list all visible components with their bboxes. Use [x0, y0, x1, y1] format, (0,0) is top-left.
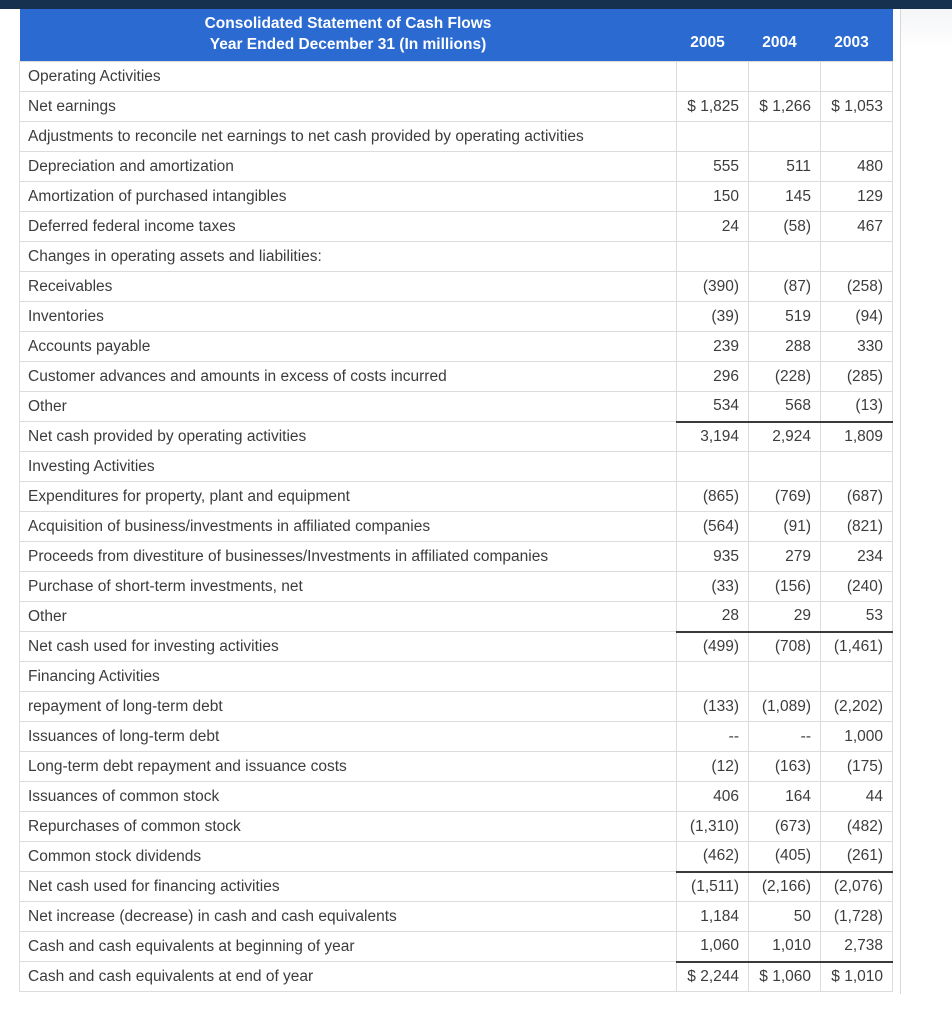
row-value-2004: (87) — [749, 272, 821, 302]
row-value-2003: (94) — [821, 302, 893, 332]
table-row — [20, 512, 893, 542]
row-value-2004: 164 — [749, 782, 821, 812]
row-value-2003 — [821, 452, 893, 482]
row-value-2004: 568 — [749, 392, 821, 422]
table-row — [20, 302, 893, 332]
table-header-title-row — [20, 9, 893, 35]
table-header — [20, 9, 893, 62]
row-label: Common stock dividends — [20, 842, 677, 872]
row-value-2004: 511 — [749, 152, 821, 182]
row-value-2003: $ 1,010 — [821, 962, 893, 992]
row-value-2005: 28 — [677, 602, 749, 632]
table-row — [20, 92, 893, 122]
row-value-2004 — [749, 452, 821, 482]
row-value-2004: (163) — [749, 752, 821, 782]
row-value-2005: 534 — [677, 392, 749, 422]
row-label: Receivables — [20, 272, 677, 302]
row-value-2004: (156) — [749, 572, 821, 602]
row-value-2003: 2,738 — [821, 932, 893, 962]
row-label: Net increase (decrease) in cash and cash equivalents — [20, 902, 677, 932]
row-value-2003: (687) — [821, 482, 893, 512]
row-label: Cash and cash equivalents at end of year — [20, 962, 677, 992]
table-row — [20, 662, 893, 692]
row-label: Amortization of purchased intangibles — [20, 182, 677, 212]
table-row — [20, 362, 893, 392]
row-value-2005 — [677, 452, 749, 482]
row-value-2003: 330 — [821, 332, 893, 362]
row-value-2005: 555 — [677, 152, 749, 182]
row-value-2004: 50 — [749, 902, 821, 932]
table-row — [20, 422, 893, 452]
row-value-2003 — [821, 662, 893, 692]
row-value-2003 — [821, 242, 893, 272]
row-label: Issuances of common stock — [20, 782, 677, 812]
table-row — [20, 62, 893, 92]
row-value-2005: 150 — [677, 182, 749, 212]
row-value-2005: (39) — [677, 302, 749, 332]
row-label: Inventories — [20, 302, 677, 332]
row-label: Other — [20, 602, 677, 632]
row-label: Cash and cash equivalents at beginning of year — [20, 932, 677, 962]
row-label: repayment of long-term debt — [20, 692, 677, 722]
row-value-2004: 288 — [749, 332, 821, 362]
row-value-2003: 480 — [821, 152, 893, 182]
row-value-2004: (91) — [749, 512, 821, 542]
row-value-2003: (240) — [821, 572, 893, 602]
row-label: Adjustments to reconcile net earnings to net cash provided by operating activities — [20, 122, 677, 152]
row-value-2003: 1,000 — [821, 722, 893, 752]
row-value-2005 — [677, 62, 749, 92]
row-value-2003: 129 — [821, 182, 893, 212]
row-value-2004: $ 1,266 — [749, 92, 821, 122]
row-value-2005: 239 — [677, 332, 749, 362]
table-row — [20, 152, 893, 182]
row-value-2005: (33) — [677, 572, 749, 602]
row-value-2003: 44 — [821, 782, 893, 812]
page-right-edge-rule — [892, 9, 901, 994]
table-row — [20, 842, 893, 872]
table-row — [20, 632, 893, 662]
table-row — [20, 782, 893, 812]
row-value-2004 — [749, 62, 821, 92]
row-value-2004: $ 1,060 — [749, 962, 821, 992]
row-value-2005: (564) — [677, 512, 749, 542]
row-label: Repurchases of common stock — [20, 812, 677, 842]
row-value-2005: 1,184 — [677, 902, 749, 932]
row-value-2003: (258) — [821, 272, 893, 302]
row-value-2003: $ 1,053 — [821, 92, 893, 122]
row-value-2005: (1,511) — [677, 872, 749, 902]
table-row — [20, 722, 893, 752]
table-row — [20, 602, 893, 632]
cash-flow-statement-sheet — [19, 9, 892, 992]
row-value-2003: (482) — [821, 812, 893, 842]
row-value-2005: 1,060 — [677, 932, 749, 962]
row-label: Deferred federal income taxes — [20, 212, 677, 242]
row-value-2004: 519 — [749, 302, 821, 332]
row-label: Proceeds from divestiture of businesses/Investments in affiliated companies — [20, 542, 677, 572]
row-value-2003: (2,202) — [821, 692, 893, 722]
row-value-2004: (2,166) — [749, 872, 821, 902]
row-value-2003: 467 — [821, 212, 893, 242]
row-value-2005: 406 — [677, 782, 749, 812]
row-value-2004: 29 — [749, 602, 821, 632]
row-value-2005: 935 — [677, 542, 749, 572]
row-label: Changes in operating assets and liabilities: — [20, 242, 677, 272]
row-label: Net earnings — [20, 92, 677, 122]
row-value-2004: 145 — [749, 182, 821, 212]
row-value-2004: (769) — [749, 482, 821, 512]
row-value-2005: (1,310) — [677, 812, 749, 842]
table-body — [20, 62, 893, 992]
row-value-2003 — [821, 122, 893, 152]
row-label: Acquisition of business/investments in affiliated companies — [20, 512, 677, 542]
table-row — [20, 812, 893, 842]
row-value-2003: (2,076) — [821, 872, 893, 902]
page-right-gutter — [892, 9, 952, 1024]
table-row — [20, 122, 893, 152]
table-row — [20, 692, 893, 722]
row-value-2003: (13) — [821, 392, 893, 422]
table-row — [20, 482, 893, 512]
cash-flow-table — [19, 9, 893, 992]
row-value-2005: (499) — [677, 632, 749, 662]
table-row — [20, 332, 893, 362]
row-value-2005: 24 — [677, 212, 749, 242]
row-value-2004: (708) — [749, 632, 821, 662]
row-label: Accounts payable — [20, 332, 677, 362]
row-label: Long-term debt repayment and issuance costs — [20, 752, 677, 782]
row-value-2004 — [749, 242, 821, 272]
row-value-2004: 1,010 — [749, 932, 821, 962]
row-value-2004: 279 — [749, 542, 821, 572]
row-value-2005 — [677, 662, 749, 692]
row-value-2005 — [677, 122, 749, 152]
row-value-2004 — [749, 122, 821, 152]
row-value-2004: (58) — [749, 212, 821, 242]
row-value-2003: 53 — [821, 602, 893, 632]
row-label: Issuances of long-term debt — [20, 722, 677, 752]
row-value-2003: 234 — [821, 542, 893, 572]
row-label: Other — [20, 392, 677, 422]
row-value-2003: (285) — [821, 362, 893, 392]
row-value-2003: (821) — [821, 512, 893, 542]
column-header-2005: 2005 — [677, 9, 749, 62]
row-value-2003: (1,728) — [821, 902, 893, 932]
row-value-2004: 2,924 — [749, 422, 821, 452]
row-label: Expenditures for property, plant and equipment — [20, 482, 677, 512]
row-label: Net cash used for financing activities — [20, 872, 677, 902]
row-value-2003: 1,809 — [821, 422, 893, 452]
table-row — [20, 542, 893, 572]
row-value-2004: (405) — [749, 842, 821, 872]
row-value-2003 — [821, 62, 893, 92]
table-row — [20, 452, 893, 482]
row-value-2003: (1,461) — [821, 632, 893, 662]
table-row — [20, 962, 893, 992]
row-label: Investing Activities — [20, 452, 677, 482]
window-top-strip — [0, 0, 952, 9]
row-value-2003: (175) — [821, 752, 893, 782]
table-row — [20, 932, 893, 962]
row-label: Operating Activities — [20, 62, 677, 92]
statement-title: Consolidated Statement of Cash Flows — [20, 9, 677, 35]
table-row — [20, 242, 893, 272]
table-row — [20, 272, 893, 302]
column-header-2004: 2004 — [749, 9, 821, 62]
table-row — [20, 752, 893, 782]
row-value-2005: $ 1,825 — [677, 92, 749, 122]
row-label: Depreciation and amortization — [20, 152, 677, 182]
row-value-2004: (1,089) — [749, 692, 821, 722]
row-value-2005: -- — [677, 722, 749, 752]
row-value-2003: (261) — [821, 842, 893, 872]
row-label: Customer advances and amounts in excess of costs incurred — [20, 362, 677, 392]
row-value-2004 — [749, 662, 821, 692]
column-header-2003: 2003 — [821, 9, 893, 62]
table-row — [20, 872, 893, 902]
row-value-2005: (12) — [677, 752, 749, 782]
row-label: Net cash provided by operating activities — [20, 422, 677, 452]
row-label: Net cash used for investing activities — [20, 632, 677, 662]
row-value-2004: (228) — [749, 362, 821, 392]
statement-subtitle: Year Ended December 31 (In millions) — [20, 35, 677, 62]
row-value-2005: (865) — [677, 482, 749, 512]
table-row — [20, 572, 893, 602]
table-row — [20, 182, 893, 212]
row-value-2005: (133) — [677, 692, 749, 722]
table-row — [20, 392, 893, 422]
row-value-2004: -- — [749, 722, 821, 752]
row-value-2004: (673) — [749, 812, 821, 842]
row-value-2005 — [677, 242, 749, 272]
row-label: Purchase of short-term investments, net — [20, 572, 677, 602]
table-row — [20, 212, 893, 242]
row-label: Financing Activities — [20, 662, 677, 692]
row-value-2005: (462) — [677, 842, 749, 872]
row-value-2005: 3,194 — [677, 422, 749, 452]
table-row — [20, 902, 893, 932]
row-value-2005: (390) — [677, 272, 749, 302]
row-value-2005: 296 — [677, 362, 749, 392]
row-value-2005: $ 2,244 — [677, 962, 749, 992]
